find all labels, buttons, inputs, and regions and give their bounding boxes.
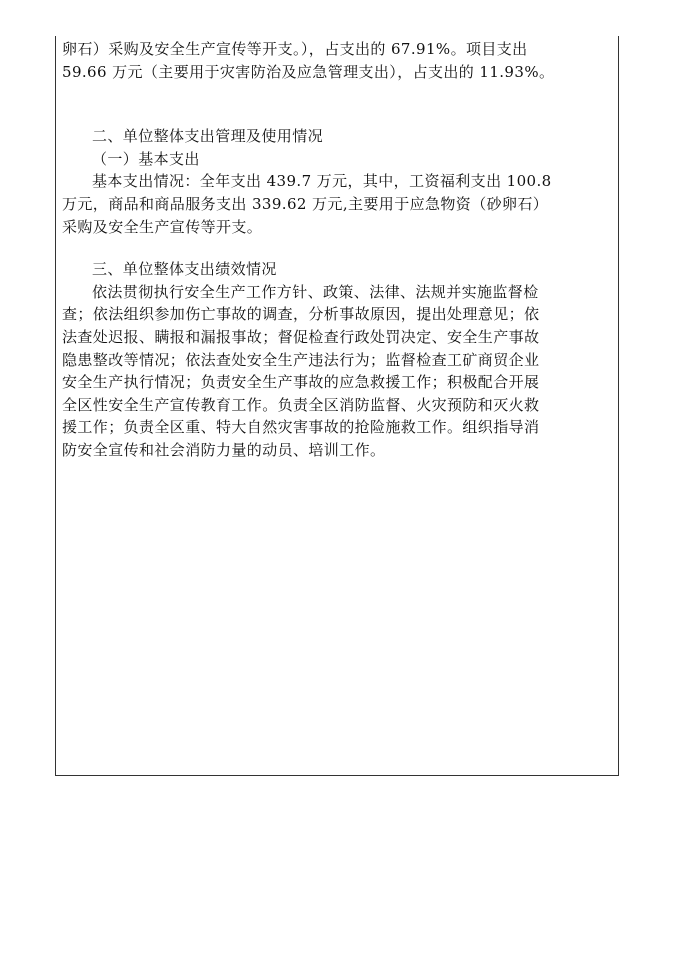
section-subheading: （一）基本支出 xyxy=(92,149,200,168)
document-body xyxy=(62,38,614,462)
paragraph-line: 全区性安全生产宣传教育工作。负责全区消防监督、火灾预防和灭火救 xyxy=(62,395,540,414)
intro-line: 59.66 万元（主要用于灾害防治及应急管理支出），占支出的 11.93%。 xyxy=(62,62,555,81)
paragraph-line: 查；依法组织参加伤亡事故的调查，分析事故原因，提出处理意见；依 xyxy=(62,305,540,324)
paragraph-line: 法查处迟报、瞒报和漏报事故；督促检查行政处罚决定、安全生产事故 xyxy=(62,327,540,346)
paragraph-line: 安全生产执行情况；负责安全生产事故的应急救援工作；积极配合开展 xyxy=(62,373,540,392)
intro-line: 卵石）采购及安全生产宣传等开支。），占支出的 67.91%。项目支出 xyxy=(62,40,528,58)
paragraph-line: 基本支出情况：全年支出 439.7 万元，其中，工资福利支出 100.8 xyxy=(92,172,552,191)
paragraph-line: 援工作；负责全区重、特大自然灾害事故的抢险施救工作。组织指导消 xyxy=(62,418,540,437)
section-heading: 二、单位整体支出管理及使用情况 xyxy=(92,127,324,146)
paragraph-line: 依法贯彻执行安全生产工作方针、政策、法律、法规并实施监督检 xyxy=(92,282,539,301)
section-heading: 三、单位整体支出绩效情况 xyxy=(92,260,277,279)
paragraph-line: 采购及安全生产宣传等开支。 xyxy=(62,217,263,236)
paragraph-line: 防安全宣传和社会消防力量的动员、培训工作。 xyxy=(62,440,386,459)
paragraph-line: 隐患整改等情况；依法查处安全生产违法行为；监督检查工矿商贸企业 xyxy=(62,350,540,369)
paragraph-line: 万元，商品和商品服务支出 339.62 万元,主要用于应急物资（砂卵石） xyxy=(62,194,549,213)
